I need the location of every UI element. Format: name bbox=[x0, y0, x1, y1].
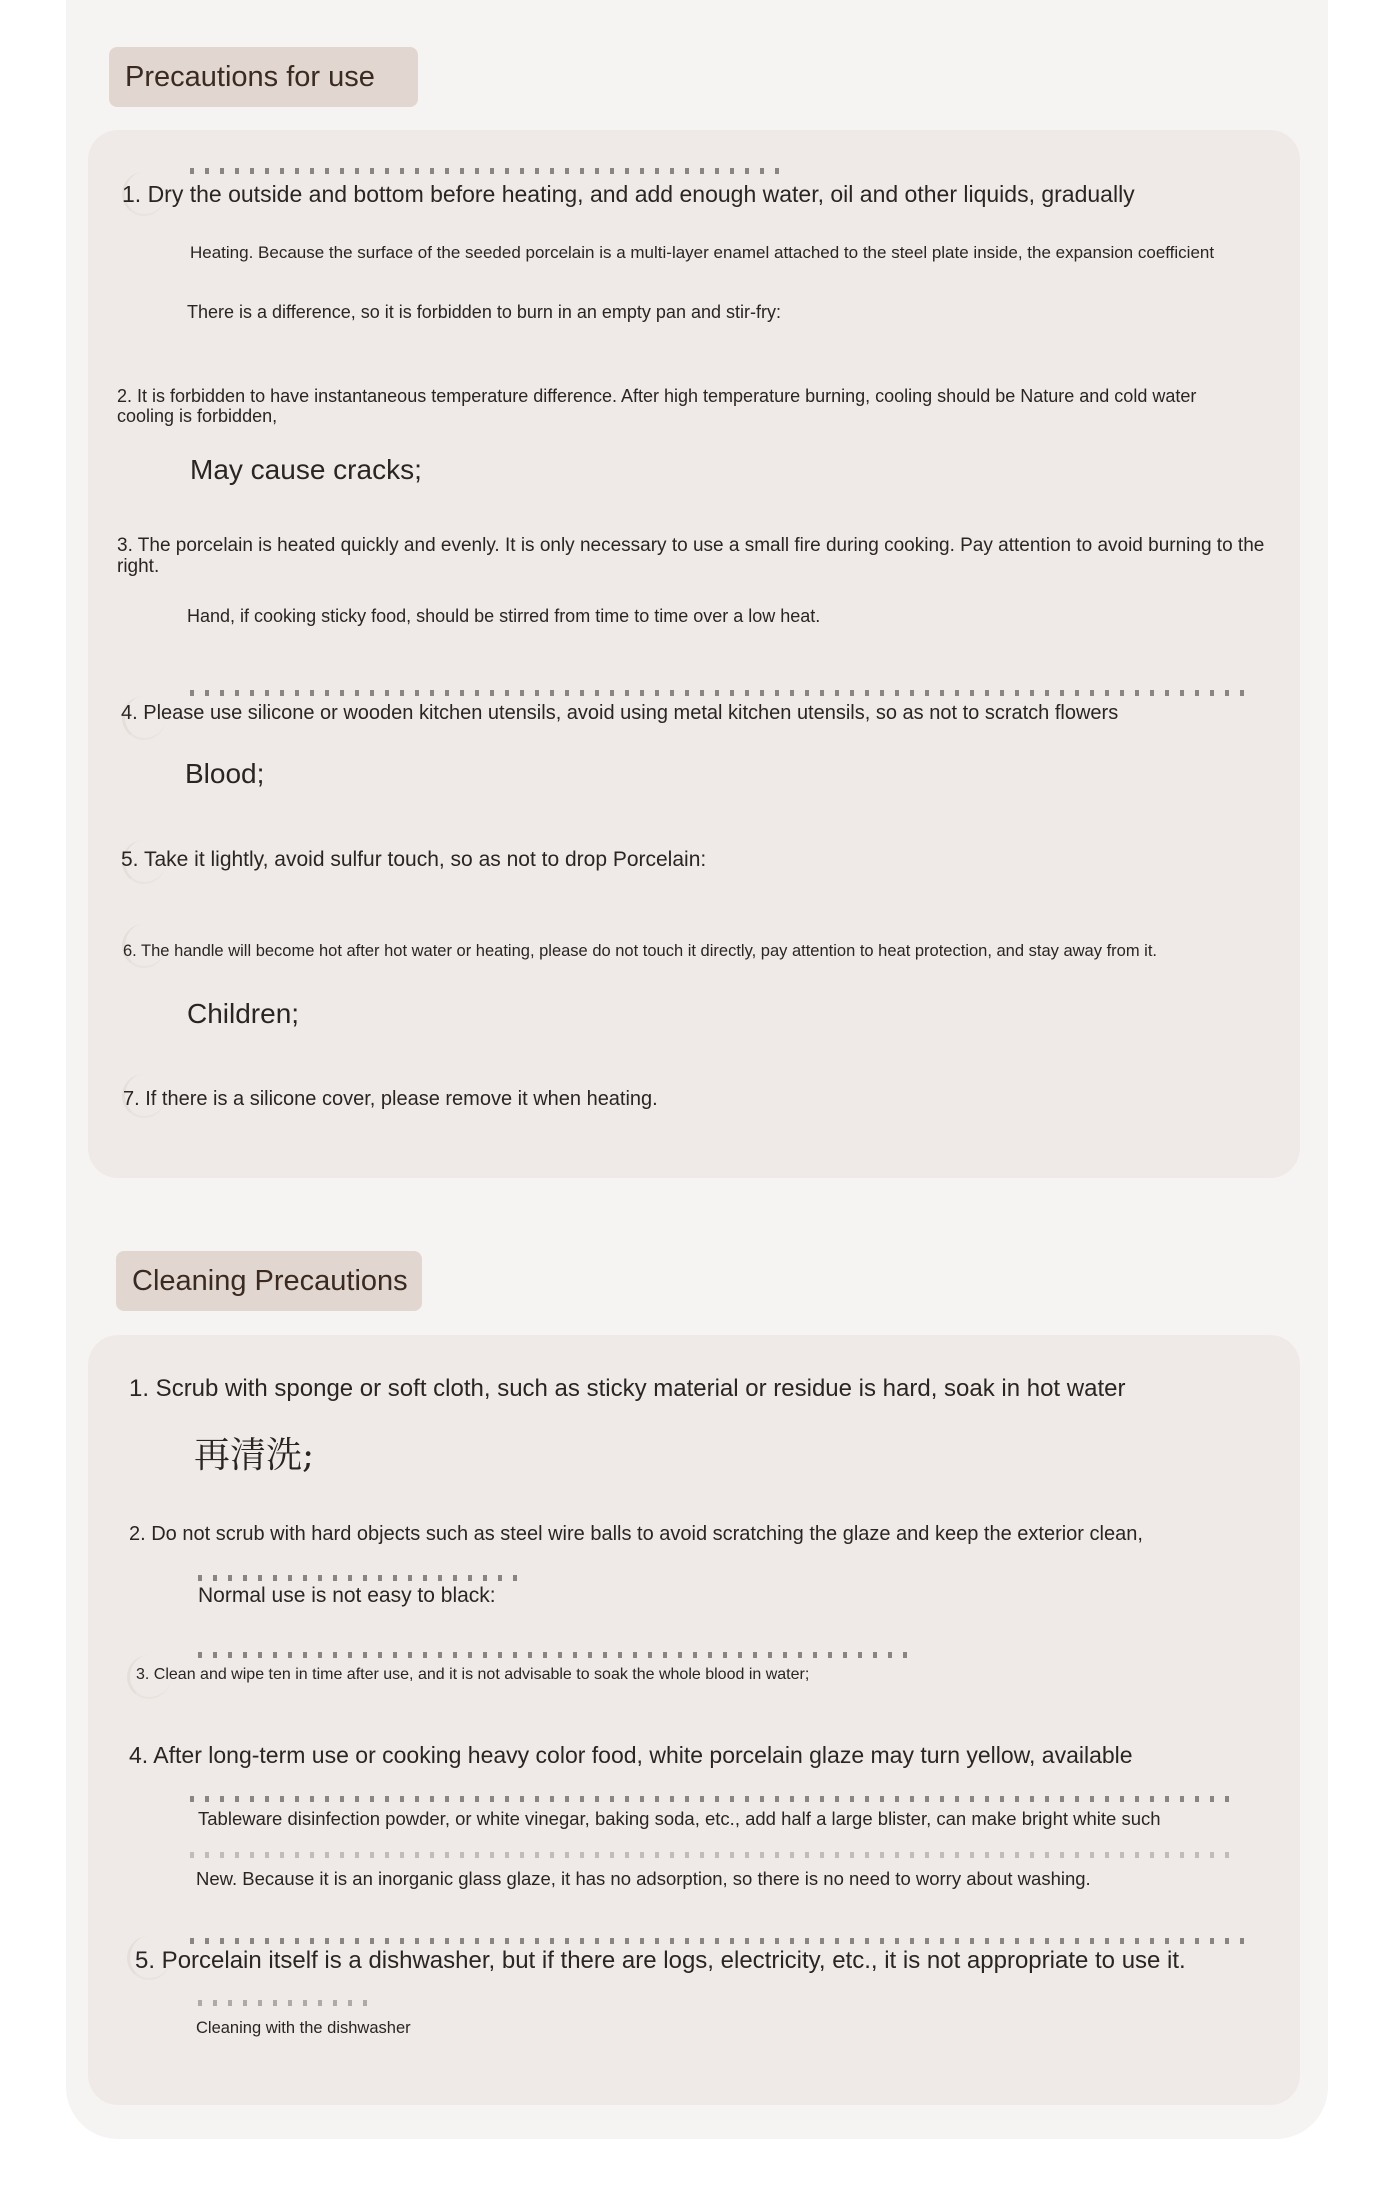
use-item-2-line-2: May cause cracks; bbox=[190, 454, 422, 485]
cleaning-item-4-line-2: Tableware disinfection powder, or white vinegar, baking soda, etc., add half a large blister, can make bright white such bbox=[198, 1808, 1161, 1829]
use-item-4: 4. Please use silicone or wooden kitchen utensils, avoid using metal kitchen utensils, so as not to scratch flowers bbox=[121, 702, 1119, 724]
cleaning-item-5: 5. Porcelain itself is a dishwasher, but if there are logs, electricity, etc., it is not appropriate to use it. bbox=[135, 1947, 1186, 1974]
cleaning-item-2: 2. Do not scrub with hard objects such as steel wire balls to avoid scratching the glaze and keep the exterior clean, bbox=[129, 1523, 1143, 1545]
cleaning-item-1: 1. Scrub with sponge or soft cloth, such as sticky material or residue is hard, soak in hot water bbox=[129, 1375, 1126, 1402]
use-item-1: 1. Dry the outside and bottom before heating, and add enough water, oil and other liquids, gradually bbox=[122, 181, 1135, 207]
cleaning-item-4: 4. After long-term use or cooking heavy color food, white porcelain glaze may turn yellow, available bbox=[129, 1742, 1133, 1768]
use-item-3: 3. The porcelain is heated quickly and evenly. It is only necessary to use a small fire during cooking. Pay attention to avoid burning to the right. bbox=[117, 535, 1265, 577]
use-item-1-line-2: Heating. Because the surface of the seeded porcelain is a multi-layer enamel attached to the steel plate inside, the expansion coefficient bbox=[190, 243, 1215, 262]
use-item-6: 6. The handle will become hot after hot water or heating, please do not touch it directly, pay attention to heat protection, and stay away from it. bbox=[123, 942, 1157, 960]
cleaning-item-1-line-2: 再清洗; bbox=[194, 1435, 315, 1476]
use-item-3-line-2: Hand, if cooking sticky food, should be stirred from time to time over a low heat. bbox=[187, 606, 821, 626]
use-item-1-line-3: There is a difference, so it is forbidden to burn in an empty pan and stir-fry: bbox=[187, 302, 781, 322]
ghost-text-decoration bbox=[190, 1938, 1250, 1944]
cleaning-item-3: 3. Clean and wipe ten in time after use, and it is not advisable to soak the whole blood in water; bbox=[136, 1666, 810, 1683]
use-section-title: Precautions for use bbox=[109, 47, 418, 107]
use-item-6-line-2: Children; bbox=[187, 998, 300, 1029]
ghost-text-decoration bbox=[198, 1652, 908, 1658]
ghost-text-decoration bbox=[190, 1796, 1240, 1802]
cleaning-item-5-line-2: Cleaning with the dishwasher bbox=[196, 2019, 411, 2037]
ghost-text-decoration bbox=[198, 2000, 378, 2006]
cleaning-section-title: Cleaning Precautions bbox=[116, 1251, 422, 1311]
use-item-5: 5. Take it lightly, avoid sulfur touch, so as not to drop Porcelain: bbox=[121, 848, 707, 871]
ghost-text-decoration bbox=[190, 168, 790, 174]
cleaning-item-4-line-3: New. Because it is an inorganic glass glaze, it has no adsorption, so there is no need to worry about washing. bbox=[196, 1868, 1091, 1889]
cleaning-item-2-line-2: Normal use is not easy to black: bbox=[198, 1584, 496, 1607]
ghost-text-decoration bbox=[198, 1575, 518, 1581]
ghost-text-decoration bbox=[190, 690, 1250, 696]
use-item-4-line-2: Blood; bbox=[185, 758, 265, 789]
use-item-7: 7. If there is a silicone cover, please remove it when heating. bbox=[123, 1088, 658, 1110]
ghost-text-decoration bbox=[190, 1852, 1240, 1858]
use-item-2: 2. It is forbidden to have instantaneous temperature difference. After high temperature burning, cooling should be Nature and cold water cooling is forbidden, bbox=[117, 386, 1197, 426]
